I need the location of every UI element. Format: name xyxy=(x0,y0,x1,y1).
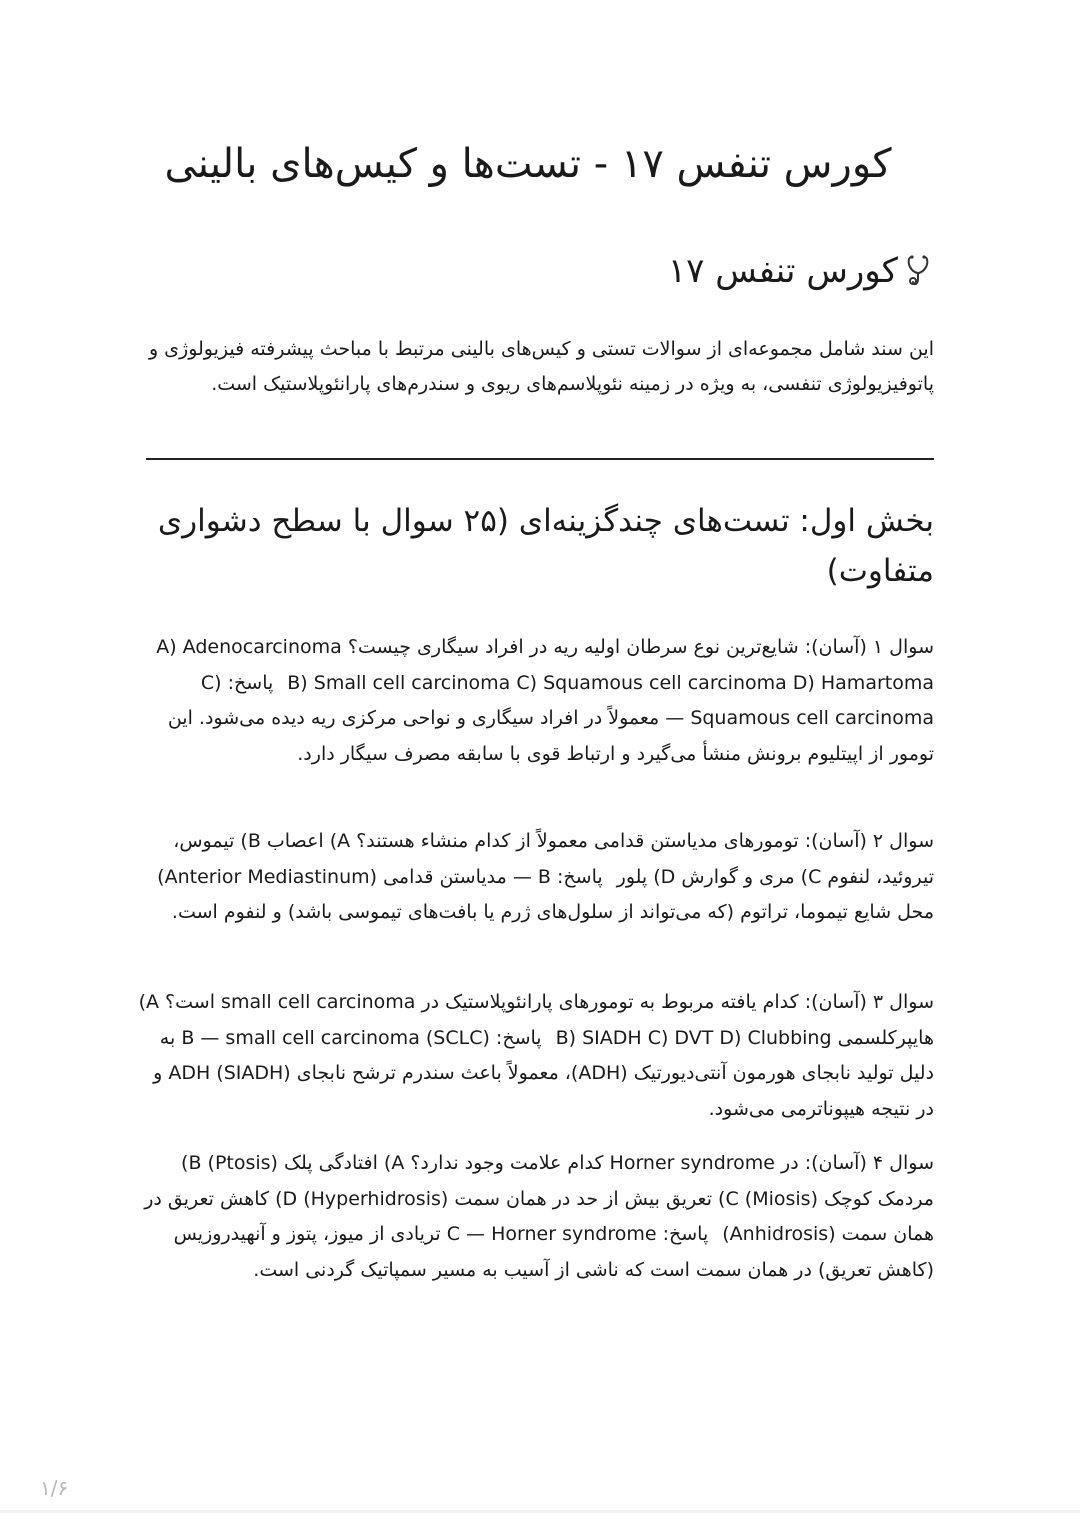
course-heading-text: کورس تنفس ۱۷ xyxy=(667,251,898,291)
question-item xyxy=(144,630,934,772)
intro-paragraph: این سند شامل مجموعه‌ای از سوالات تستی و کیس‌های بالینی مرتبط با مباحث پیشرفته فیزیولوژی و پاتوفیزیولوژی تنفسی، به ویژه در زمینه نئوپلاسم‌های ریوی و سندرم‌های پارانئوپلاستیک است. xyxy=(148,338,934,395)
answer-text: پاسخ: B — مدیاستن قدامی (Anterior Mediastinum) محل شایع تیموما، تراتوم (که می‌تواند از سلول‌های ژرم یا بافت‌های تیموسی باشد) و لنفوم است. xyxy=(157,865,934,923)
document-title: کورس تنفس ۱۷ - تست‌ها و کیس‌های بالینی xyxy=(164,141,892,187)
question-text: سوال ۳ (آسان): کدام یافته مربوط به تومورهای پارانئوپلاستیک در small cell carcinoma است؟ A) هایپرکلسمی B) SIADH C) DVT D) Clubbing xyxy=(138,991,934,1049)
answer-text: پاسخ: C — Horner syndrome تریادی از میوز، پتوز و آنهیدروزیس (کاهش تعریق) در همان سمت است که ناشی از آسیب به مسیر سمپاتیک گردنی است. xyxy=(173,1223,934,1281)
question-item xyxy=(134,985,934,1127)
question-text: سوال ۴ (آسان): در Horner syndrome کدام علامت وجود ندارد؟ A) افتادگی پلک (Ptosis) B) مردمک کوچک (Miosis) C) تعریق بیش از حد در همان سمت (Hyperhidrosis) D) کاهش تعریق در همان سمت (Anhidrosis) xyxy=(144,1152,934,1245)
question-text: سوال ۱ (آسان): شایع‌ترین نوع سرطان اولیه ریه در افراد سیگاری چیست؟ A) Adenocarcinoma B) Small cell carcinoma C) Squamous cell carcinoma D) Hamartoma xyxy=(156,636,934,694)
section-heading: بخش اول: تست‌های چندگزینه‌ای (۲۵ سوال با سطح دشواری متفاوت) xyxy=(157,503,934,589)
stethoscope-icon xyxy=(904,251,934,291)
question-item xyxy=(144,824,934,931)
answer-text: پاسخ: B — small cell carcinoma (SCLC) به دلیل تولید نابجای هورمون آنتی‌دیورتیک (ADH)، معمولاً باعث سندرم ترشح نابجای ADH (SIADH) و در نتیجه هیپوناترمی می‌شود. xyxy=(153,1026,934,1120)
section-divider xyxy=(146,458,934,460)
answer-text: پاسخ: C) Squamous cell carcinoma — معمولاً در افراد سیگاری و نواحی مرکزی ریه دیده می‌شود. این تومور از اپیتلیوم برونش منشأ می‌گیرد و ارتباط قوی با سابقه مصرف سیگار دارد. xyxy=(167,671,934,765)
page-number: ۱/۶ xyxy=(40,1476,69,1500)
question-text: سوال ۲ (آسان): تومورهای مدیاستن قدامی معمولاً از کدام منشاء هستند؟ A) اعصاب B) تیموس، تیروئید، لنفوم C) مری و گوارش D) پلور xyxy=(173,830,934,888)
course-heading xyxy=(146,244,934,298)
question-item xyxy=(144,1146,934,1288)
